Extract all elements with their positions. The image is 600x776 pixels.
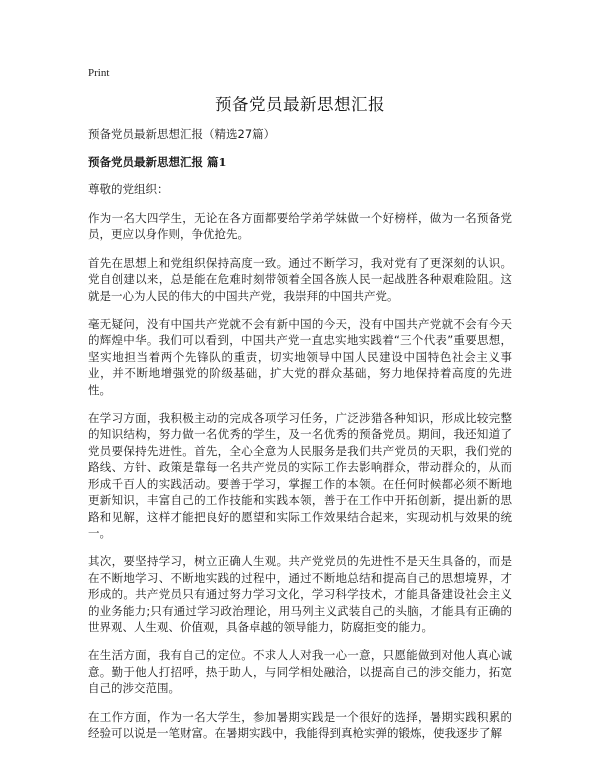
paragraph: 其次，要坚持学习，树立正确人生观。共产党党员的先进性不是天生具备的，而是在不断地学习、不断地实践的过程中，通过不断地总结和提高自己的思想境界，才形成的。共产党员只有通过努力学习文化，学习科学技术，才能具备建设社会主义的业务能力;只有通过学习政治理论，用马列主义武装自己的头脑，才能具有正确的世界观、人生观、价值观，具备卓越的领导能力，防腐拒变的能力。 — [88, 554, 512, 634]
salutation: 尊敬的党组织： — [88, 182, 169, 196]
paragraph: 在生活方面，我有自己的定位。不求人人对我一心一意，只愿能做到对他人真心诚意。勤于他人打招呼，热于助人，与同学相处融洽，以提高自己的涉交能力，拓宽自己的涉交范围。 — [88, 648, 512, 696]
paragraph: 作为一名大四学生，无论在各方面都要给学弟学妹做一个好榜样，做为一名预备党员，更应以身作则，争优抢先。 — [88, 211, 512, 242]
document-title: 预备党员最新思想汇报 — [215, 95, 385, 114]
paragraph: 在学习方面，我积极主动的完成各项学习任务，广泛涉猎各种知识，形成比较完整的知识结构，努力做一名优秀的学生，及一名优秀的预备党员。期间，我还知道了党员要保持先进性。首先，全心全意为人民服务是我们共产党员的天职，我们党的路线、方针、政策是靠每一名共产党员的实际工作去影响群众，带动群众的，从而形成千百人的实践活动。要善于学习，掌握工作的本领。在任何时候都必须不断地更新知识，丰富自己的工作技能和实践本领，善于在工作中开拓创新，提出新的思路和见解，这样才能把良好的愿望和实际工作效果结合起来，实现动机与效果的统一。 — [88, 411, 512, 540]
paragraph: 毫无疑问，没有中国共产党就不会有新中国的今天，没有中国共产党就不会有今天的辉煌中华。我们可以看到，中国共产党一直忠实地实践着“三个代表”重要思想，坚实地担当着两个先锋队的重责，切实地领导中国人民建设中国特色社会主义事业，并不断地增强党的阶级基础，扩大党的群众基础，努力地保持着高度的先进性。 — [88, 317, 512, 397]
paragraph: 在工作方面，作为一名大学生，参加暑期实践是一个很好的选择，暑期实践积累的经验可以说是一笔财富。在暑期实践中，我能得到真枪实弹的锻炼，使我逐步了解 — [88, 709, 512, 740]
print-link[interactable]: Print — [88, 67, 110, 79]
section-heading: 预备党员最新思想汇报 篇1 — [88, 155, 227, 169]
paragraph: 首先在思想上和党组织保持高度一致。通过不断学习，我对党有了更深刻的认识。党自创建以来，总是能在危难时刻带领着全国各族人民一起战胜各种艰难险阻。这就是一心为人民的伟大的中国共产党，我崇拜的中国共产党。 — [88, 255, 512, 303]
document-subtitle: 预备党员最新思想汇报（精选27篇） — [88, 127, 276, 141]
